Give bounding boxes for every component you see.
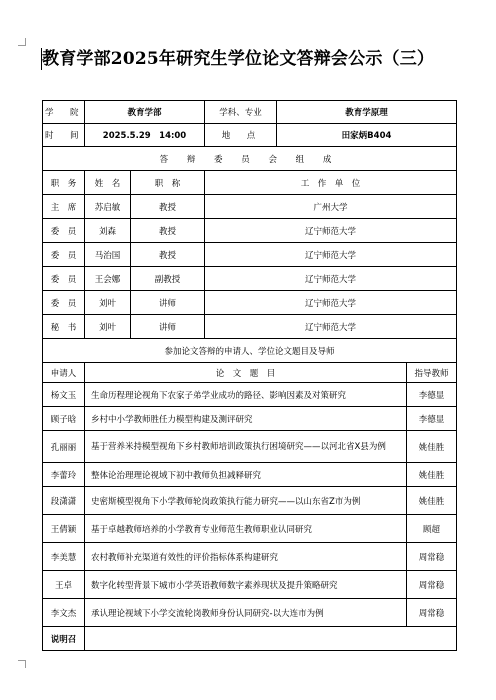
committee-section-title: 答 辩 委 员 会 组 成: [43, 147, 457, 171]
committee-role: 委 员: [43, 267, 85, 291]
committee-header-title: 职 称: [131, 171, 205, 195]
thesis-advisor: 李德显: [407, 383, 457, 407]
thesis-topic: 整体论治理理论视域下初中教师负担减释研究: [85, 463, 407, 487]
thesis-advisor: 周常稳: [407, 571, 457, 599]
committee-unit: 辽宁师范大学: [205, 219, 457, 243]
thesis-advisor: 顾超: [407, 515, 457, 543]
thesis-applicant: 孔丽丽: [43, 431, 85, 463]
thesis-applicant: 王卓: [43, 571, 85, 599]
page-title: 教育学部2025年研究生学位论文答辩会公示（三）: [42, 49, 435, 69]
committee-name: 马治国: [85, 243, 131, 267]
committee-name: 刘叶: [85, 315, 131, 339]
defense-notice-table: [42, 100, 457, 651]
notes-row: [43, 627, 457, 651]
committee-role: 委 员: [43, 243, 85, 267]
committee-role: 主 席: [43, 195, 85, 219]
thesis-applicant: 李蕾玲: [43, 463, 85, 487]
place-value: 田家炳B404: [277, 124, 457, 147]
thesis-applicant: 王倩颖: [43, 515, 85, 543]
theses-header-advisor: 指导教师: [407, 363, 457, 383]
committee-unit: 辽宁师范大学: [205, 291, 457, 315]
college-value: 教育学部: [85, 101, 205, 124]
committee-row: [43, 195, 457, 219]
college-label: 学 院: [43, 101, 85, 124]
committee-title: 教授: [131, 219, 205, 243]
thesis-applicant: 杨文玉: [43, 383, 85, 407]
thesis-row: [43, 571, 457, 599]
info-row-college: [43, 101, 457, 124]
committee-role: 委 员: [43, 219, 85, 243]
committee-role: 委 员: [43, 291, 85, 315]
thesis-topic: 生命历程理论视角下农家子弟学业成功的路径、影响因素及对策研究: [85, 383, 407, 407]
committee-header-unit: 工 作 单 位: [205, 171, 457, 195]
committee-name: 刘森: [85, 219, 131, 243]
thesis-topic: 基于营养米持模型视角下乡村教师培训政策执行困境研究——以河北省X县为例: [85, 431, 407, 463]
theses-header-applicant: 申请人: [43, 363, 85, 383]
thesis-advisor: 李德显: [407, 407, 457, 431]
notes-content: [85, 627, 457, 651]
thesis-row: [43, 599, 457, 627]
committee-row: [43, 219, 457, 243]
committee-title: 讲师: [131, 291, 205, 315]
committee-unit: 辽宁师范大学: [205, 315, 457, 339]
theses-section-row: [43, 339, 457, 363]
theses-header-topic: 论 文 题 目: [85, 363, 407, 383]
thesis-topic: 承认理论视域下小学交流轮岗教师身份认同研究-以大连市为例: [85, 599, 407, 627]
committee-name: 苏启敏: [85, 195, 131, 219]
thesis-applicant: 段潇潇: [43, 487, 85, 515]
thesis-applicant: 李美慧: [43, 543, 85, 571]
committee-unit: 广州大学: [205, 195, 457, 219]
theses-header-row: [43, 363, 457, 383]
committee-header-name: 姓 名: [85, 171, 131, 195]
thesis-topic: 数字化转型背景下城市小学英语教师数字素养现状及提升策略研究: [85, 571, 407, 599]
thesis-advisor: 周常稳: [407, 599, 457, 627]
thesis-row: [43, 383, 457, 407]
thesis-row: [43, 543, 457, 571]
thesis-topic: 基于卓越教师培养的小学教育专业师范生教师职业认同研究: [85, 515, 407, 543]
thesis-row: [43, 487, 457, 515]
place-label: 地 点: [205, 124, 277, 147]
major-label: 学科、专业: [205, 101, 277, 124]
committee-name: 刘叶: [85, 291, 131, 315]
thesis-row: [43, 515, 457, 543]
thesis-topic: 乡村中小学教师胜任力模型构建及测评研究: [85, 407, 407, 431]
committee-unit: 辽宁师范大学: [205, 243, 457, 267]
thesis-advisor: 姚佳胜: [407, 463, 457, 487]
thesis-advisor: 姚佳胜: [407, 431, 457, 463]
thesis-row: [43, 431, 457, 463]
committee-title: 教授: [131, 195, 205, 219]
notes-label: 说明召: [43, 627, 85, 651]
committee-row: [43, 243, 457, 267]
time-label: 时 间: [43, 124, 85, 147]
theses-section-title: 参加论文答辩的申请人、学位论文题目及导师: [43, 339, 457, 363]
page-corner-mark-top: [18, 38, 26, 46]
committee-row: [43, 291, 457, 315]
thesis-applicant: 李文杰: [43, 599, 85, 627]
page-corner-mark-bottom: [18, 660, 26, 668]
time-value: 2025.5.29 14:00: [85, 124, 205, 147]
committee-header-row: [43, 171, 457, 195]
committee-title: 教授: [131, 243, 205, 267]
committee-unit: 辽宁师范大学: [205, 267, 457, 291]
info-row-time: [43, 124, 457, 147]
committee-role: 秘 书: [43, 315, 85, 339]
committee-section-row: [43, 147, 457, 171]
thesis-advisor: 姚佳胜: [407, 487, 457, 515]
committee-title: 副教授: [131, 267, 205, 291]
committee-row: [43, 267, 457, 291]
major-value: 教育学原理: [277, 101, 457, 124]
committee-row: [43, 315, 457, 339]
thesis-advisor: 周常稳: [407, 543, 457, 571]
thesis-row: [43, 463, 457, 487]
committee-name: 王会娜: [85, 267, 131, 291]
thesis-row: [43, 407, 457, 431]
thesis-topic: 农村教师补充渠道有效性的评价指标体系构建研究: [85, 543, 407, 571]
thesis-topic: 史密斯模型视角下小学教师轮岗政策执行能力研究——以山东省Z市为例: [85, 487, 407, 515]
committee-title: 讲师: [131, 315, 205, 339]
thesis-applicant: 顾子晗: [43, 407, 85, 431]
committee-header-role: 职 务: [43, 171, 85, 195]
